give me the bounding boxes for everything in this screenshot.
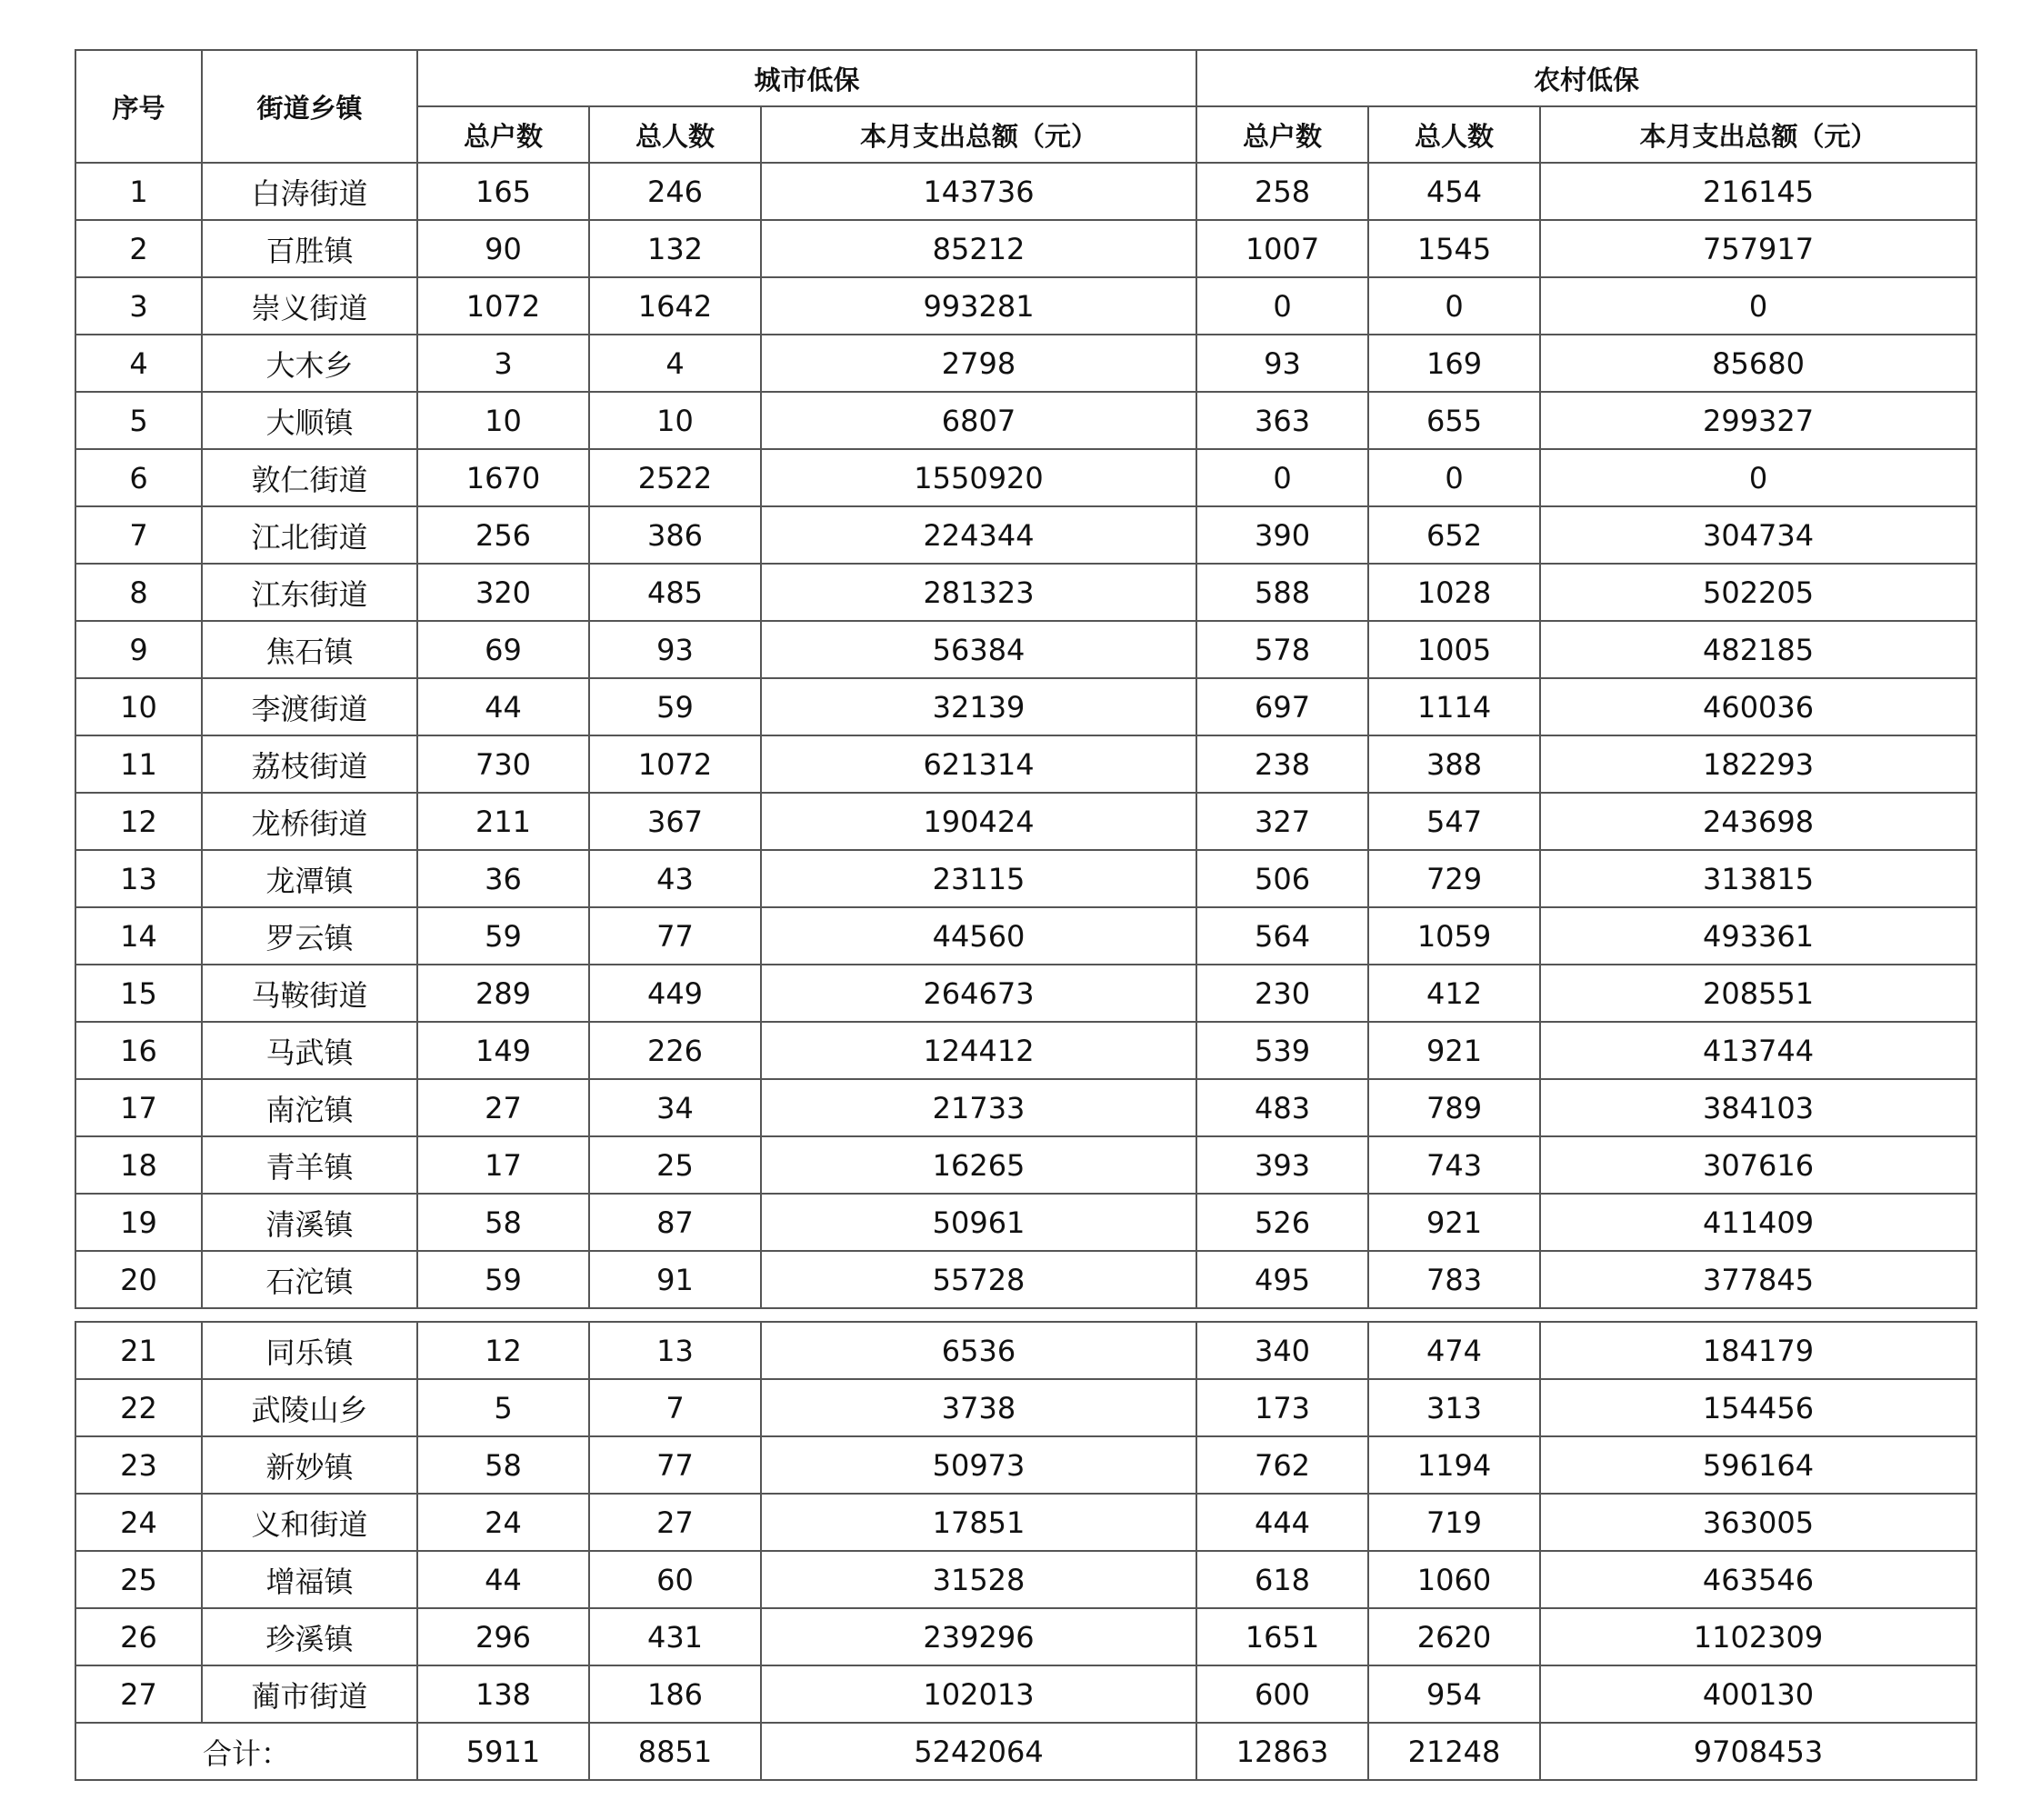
cell-district: 白涛街道 [202, 163, 417, 220]
cell-urban-households: 36 [417, 850, 589, 907]
cell-district: 珍溪镇 [202, 1608, 417, 1665]
cell-rural-households: 390 [1196, 506, 1368, 564]
table-row [75, 1251, 1976, 1308]
cell-urban-households: 90 [417, 220, 589, 277]
cell-rural-persons: 454 [1368, 163, 1540, 220]
cell-rural-amount: 182293 [1540, 735, 1976, 793]
cell-index: 23 [75, 1436, 202, 1494]
cell-index: 24 [75, 1494, 202, 1551]
cell-urban-persons: 246 [589, 163, 761, 220]
header-district: 街道乡镇 [202, 50, 417, 163]
cell-index: 5 [75, 392, 202, 449]
table-row [75, 335, 1976, 392]
cell-urban-persons: 10 [589, 392, 761, 449]
cell-rural-households: 340 [1196, 1322, 1368, 1379]
cell-urban-amount: 2798 [761, 335, 1196, 392]
cell-urban-amount: 23115 [761, 850, 1196, 907]
cell-district: 石沱镇 [202, 1251, 417, 1308]
cell-rural-amount: 243698 [1540, 793, 1976, 850]
cell-rural-households: 578 [1196, 621, 1368, 678]
table-row [75, 564, 1976, 621]
table-row [75, 907, 1976, 965]
cell-urban-persons: 485 [589, 564, 761, 621]
header-index: 序号 [75, 50, 202, 163]
cell-rural-amount: 493361 [1540, 907, 1976, 965]
cell-urban-amount: 264673 [761, 965, 1196, 1022]
table-row [75, 277, 1976, 335]
cell-urban-households: 296 [417, 1608, 589, 1665]
cell-district: 南沱镇 [202, 1079, 417, 1136]
cell-rural-households: 93 [1196, 335, 1368, 392]
cell-urban-amount: 239296 [761, 1608, 1196, 1665]
cell-district: 新妙镇 [202, 1436, 417, 1494]
cell-urban-households: 149 [417, 1022, 589, 1079]
cell-rural-households: 0 [1196, 277, 1368, 335]
cell-urban-households: 256 [417, 506, 589, 564]
total-row [75, 1723, 1976, 1780]
cell-index: 6 [75, 449, 202, 506]
cell-rural-persons: 1545 [1368, 220, 1540, 277]
cell-rural-households: 444 [1196, 1494, 1368, 1551]
table-row [75, 1022, 1976, 1079]
cell-district: 崇义街道 [202, 277, 417, 335]
header-urban: 城市低保 [417, 50, 1196, 106]
cell-urban-persons: 34 [589, 1079, 761, 1136]
subsistence-table-part-1 [75, 49, 1977, 1309]
cell-urban-households: 289 [417, 965, 589, 1022]
cell-district: 武陵山乡 [202, 1379, 417, 1436]
cell-district: 荔枝街道 [202, 735, 417, 793]
cell-rural-amount: 307616 [1540, 1136, 1976, 1194]
table-row [75, 1079, 1976, 1136]
cell-index: 11 [75, 735, 202, 793]
header-urban-households: 总户数 [417, 106, 589, 163]
cell-index: 19 [75, 1194, 202, 1251]
table-row [75, 1494, 1976, 1551]
header-row-1 [75, 50, 1976, 106]
cell-rural-amount: 208551 [1540, 965, 1976, 1022]
cell-rural-households: 1007 [1196, 220, 1368, 277]
cell-urban-persons: 4 [589, 335, 761, 392]
cell-urban-households: 17 [417, 1136, 589, 1194]
cell-urban-amount: 3738 [761, 1379, 1196, 1436]
table-row [75, 506, 1976, 564]
cell-rural-households: 327 [1196, 793, 1368, 850]
cell-index: 25 [75, 1551, 202, 1608]
table-row [75, 1194, 1976, 1251]
header-rural-amount: 本月支出总额（元） [1540, 106, 1976, 163]
cell-rural-households: 697 [1196, 678, 1368, 735]
cell-rural-persons: 1060 [1368, 1551, 1540, 1608]
cell-urban-households: 1670 [417, 449, 589, 506]
cell-rural-persons: 783 [1368, 1251, 1540, 1308]
cell-rural-amount: 384103 [1540, 1079, 1976, 1136]
cell-urban-amount: 50973 [761, 1436, 1196, 1494]
cell-rural-households: 762 [1196, 1436, 1368, 1494]
cell-urban-households: 59 [417, 907, 589, 965]
cell-urban-persons: 132 [589, 220, 761, 277]
cell-rural-households: 258 [1196, 163, 1368, 220]
cell-urban-amount: 21733 [761, 1079, 1196, 1136]
cell-rural-amount: 377845 [1540, 1251, 1976, 1308]
cell-urban-amount: 993281 [761, 277, 1196, 335]
cell-district: 蔺市街道 [202, 1665, 417, 1723]
cell-rural-persons: 1194 [1368, 1436, 1540, 1494]
table-row [75, 1608, 1976, 1665]
cell-index: 17 [75, 1079, 202, 1136]
cell-rural-amount: 85680 [1540, 335, 1976, 392]
cell-urban-amount: 44560 [761, 907, 1196, 965]
cell-rural-households: 0 [1196, 449, 1368, 506]
cell-rural-amount: 482185 [1540, 621, 1976, 678]
table-row [75, 1665, 1976, 1723]
cell-rural-persons: 474 [1368, 1322, 1540, 1379]
cell-urban-households: 44 [417, 1551, 589, 1608]
table-row [75, 220, 1976, 277]
cell-rural-amount: 313815 [1540, 850, 1976, 907]
table-row [75, 793, 1976, 850]
total-urban-persons: 8851 [589, 1723, 761, 1780]
table-row [75, 850, 1976, 907]
cell-index: 13 [75, 850, 202, 907]
cell-rural-persons: 547 [1368, 793, 1540, 850]
cell-rural-amount: 757917 [1540, 220, 1976, 277]
cell-rural-households: 173 [1196, 1379, 1368, 1436]
cell-rural-persons: 169 [1368, 335, 1540, 392]
cell-rural-households: 600 [1196, 1665, 1368, 1723]
cell-rural-persons: 388 [1368, 735, 1540, 793]
total-rural-persons: 21248 [1368, 1723, 1540, 1780]
cell-rural-persons: 954 [1368, 1665, 1540, 1723]
cell-urban-households: 730 [417, 735, 589, 793]
cell-district: 清溪镇 [202, 1194, 417, 1251]
cell-urban-households: 1072 [417, 277, 589, 335]
cell-urban-persons: 1072 [589, 735, 761, 793]
cell-rural-persons: 1005 [1368, 621, 1540, 678]
cell-index: 15 [75, 965, 202, 1022]
cell-urban-persons: 93 [589, 621, 761, 678]
cell-urban-households: 24 [417, 1494, 589, 1551]
table-row [75, 621, 1976, 678]
cell-rural-households: 588 [1196, 564, 1368, 621]
cell-district: 增福镇 [202, 1551, 417, 1608]
cell-index: 10 [75, 678, 202, 735]
cell-index: 4 [75, 335, 202, 392]
cell-urban-households: 3 [417, 335, 589, 392]
cell-index: 21 [75, 1322, 202, 1379]
subsistence-table-part-2 [75, 1321, 1977, 1781]
cell-rural-amount: 400130 [1540, 1665, 1976, 1723]
total-rural-households: 12863 [1196, 1723, 1368, 1780]
cell-district: 罗云镇 [202, 907, 417, 965]
table-row [75, 1136, 1976, 1194]
table-row [75, 1322, 1976, 1379]
cell-rural-households: 1651 [1196, 1608, 1368, 1665]
cell-district: 龙桥街道 [202, 793, 417, 850]
cell-rural-persons: 313 [1368, 1379, 1540, 1436]
cell-rural-households: 539 [1196, 1022, 1368, 1079]
table-row [75, 678, 1976, 735]
cell-urban-amount: 1550920 [761, 449, 1196, 506]
cell-urban-persons: 77 [589, 907, 761, 965]
cell-urban-amount: 143736 [761, 163, 1196, 220]
cell-urban-persons: 367 [589, 793, 761, 850]
cell-urban-persons: 27 [589, 1494, 761, 1551]
cell-rural-households: 564 [1196, 907, 1368, 965]
cell-index: 12 [75, 793, 202, 850]
cell-urban-amount: 621314 [761, 735, 1196, 793]
cell-district: 李渡街道 [202, 678, 417, 735]
cell-index: 8 [75, 564, 202, 621]
cell-rural-amount: 502205 [1540, 564, 1976, 621]
total-rural-amount: 9708453 [1540, 1723, 1976, 1780]
cell-index: 1 [75, 163, 202, 220]
cell-index: 18 [75, 1136, 202, 1194]
cell-urban-persons: 431 [589, 1608, 761, 1665]
cell-rural-persons: 0 [1368, 277, 1540, 335]
cell-urban-households: 58 [417, 1194, 589, 1251]
cell-district: 敦仁街道 [202, 449, 417, 506]
cell-rural-amount: 363005 [1540, 1494, 1976, 1551]
cell-index: 7 [75, 506, 202, 564]
cell-rural-persons: 729 [1368, 850, 1540, 907]
cell-urban-amount: 17851 [761, 1494, 1196, 1551]
cell-urban-persons: 2522 [589, 449, 761, 506]
header-rural-households: 总户数 [1196, 106, 1368, 163]
cell-rural-amount: 1102309 [1540, 1608, 1976, 1665]
cell-rural-amount: 460036 [1540, 678, 1976, 735]
total-label: 合计： [75, 1723, 417, 1780]
cell-index: 2 [75, 220, 202, 277]
cell-urban-amount: 224344 [761, 506, 1196, 564]
cell-rural-persons: 412 [1368, 965, 1540, 1022]
cell-rural-households: 230 [1196, 965, 1368, 1022]
cell-index: 3 [75, 277, 202, 335]
cell-urban-persons: 386 [589, 506, 761, 564]
cell-rural-amount: 463546 [1540, 1551, 1976, 1608]
cell-rural-amount: 0 [1540, 449, 1976, 506]
cell-index: 22 [75, 1379, 202, 1436]
cell-urban-persons: 25 [589, 1136, 761, 1194]
cell-urban-amount: 6536 [761, 1322, 1196, 1379]
cell-rural-households: 393 [1196, 1136, 1368, 1194]
cell-urban-amount: 281323 [761, 564, 1196, 621]
cell-urban-households: 44 [417, 678, 589, 735]
cell-rural-persons: 789 [1368, 1079, 1540, 1136]
cell-urban-amount: 124412 [761, 1022, 1196, 1079]
table-row [75, 965, 1976, 1022]
header-rural-persons: 总人数 [1368, 106, 1540, 163]
cell-index: 14 [75, 907, 202, 965]
table-row [75, 1551, 1976, 1608]
cell-district: 江北街道 [202, 506, 417, 564]
header-rural: 农村低保 [1196, 50, 1976, 106]
cell-urban-households: 27 [417, 1079, 589, 1136]
cell-rural-households: 483 [1196, 1079, 1368, 1136]
cell-urban-persons: 186 [589, 1665, 761, 1723]
cell-urban-amount: 32139 [761, 678, 1196, 735]
cell-rural-amount: 216145 [1540, 163, 1976, 220]
cell-urban-households: 58 [417, 1436, 589, 1494]
cell-urban-households: 211 [417, 793, 589, 850]
cell-rural-amount: 596164 [1540, 1436, 1976, 1494]
total-urban-households: 5911 [417, 1723, 589, 1780]
cell-urban-persons: 59 [589, 678, 761, 735]
cell-rural-persons: 921 [1368, 1022, 1540, 1079]
cell-index: 9 [75, 621, 202, 678]
total-urban-amount: 5242064 [761, 1723, 1196, 1780]
cell-rural-amount: 304734 [1540, 506, 1976, 564]
cell-district: 义和街道 [202, 1494, 417, 1551]
cell-rural-persons: 1114 [1368, 678, 1540, 735]
cell-urban-amount: 6807 [761, 392, 1196, 449]
cell-urban-persons: 91 [589, 1251, 761, 1308]
cell-rural-households: 363 [1196, 392, 1368, 449]
cell-rural-persons: 1028 [1368, 564, 1540, 621]
cell-index: 16 [75, 1022, 202, 1079]
cell-district: 大木乡 [202, 335, 417, 392]
cell-district: 马武镇 [202, 1022, 417, 1079]
cell-district: 青羊镇 [202, 1136, 417, 1194]
cell-rural-persons: 655 [1368, 392, 1540, 449]
cell-index: 20 [75, 1251, 202, 1308]
cell-rural-persons: 743 [1368, 1136, 1540, 1194]
cell-urban-persons: 43 [589, 850, 761, 907]
cell-urban-households: 12 [417, 1322, 589, 1379]
cell-rural-households: 238 [1196, 735, 1368, 793]
cell-urban-persons: 87 [589, 1194, 761, 1251]
cell-rural-persons: 2620 [1368, 1608, 1540, 1665]
table-row [75, 1436, 1976, 1494]
cell-district: 焦石镇 [202, 621, 417, 678]
table-row [75, 1379, 1976, 1436]
cell-rural-persons: 652 [1368, 506, 1540, 564]
cell-rural-amount: 413744 [1540, 1022, 1976, 1079]
cell-rural-persons: 921 [1368, 1194, 1540, 1251]
cell-urban-households: 10 [417, 392, 589, 449]
cell-rural-persons: 719 [1368, 1494, 1540, 1551]
cell-district: 龙潭镇 [202, 850, 417, 907]
cell-urban-households: 69 [417, 621, 589, 678]
cell-urban-amount: 190424 [761, 793, 1196, 850]
cell-urban-amount: 55728 [761, 1251, 1196, 1308]
cell-rural-amount: 154456 [1540, 1379, 1976, 1436]
cell-urban-amount: 50961 [761, 1194, 1196, 1251]
cell-urban-persons: 449 [589, 965, 761, 1022]
cell-urban-persons: 226 [589, 1022, 761, 1079]
cell-urban-persons: 7 [589, 1379, 761, 1436]
cell-index: 27 [75, 1665, 202, 1723]
cell-urban-households: 59 [417, 1251, 589, 1308]
header-urban-amount: 本月支出总额（元） [761, 106, 1196, 163]
cell-rural-persons: 1059 [1368, 907, 1540, 965]
cell-urban-persons: 1642 [589, 277, 761, 335]
cell-district: 马鞍街道 [202, 965, 417, 1022]
cell-urban-households: 138 [417, 1665, 589, 1723]
cell-rural-amount: 0 [1540, 277, 1976, 335]
cell-urban-persons: 77 [589, 1436, 761, 1494]
cell-index: 26 [75, 1608, 202, 1665]
table-row [75, 392, 1976, 449]
cell-urban-persons: 60 [589, 1551, 761, 1608]
cell-rural-amount: 411409 [1540, 1194, 1976, 1251]
cell-urban-amount: 56384 [761, 621, 1196, 678]
cell-rural-persons: 0 [1368, 449, 1540, 506]
cell-urban-households: 320 [417, 564, 589, 621]
cell-rural-amount: 184179 [1540, 1322, 1976, 1379]
cell-district: 同乐镇 [202, 1322, 417, 1379]
cell-urban-amount: 31528 [761, 1551, 1196, 1608]
table-row [75, 449, 1976, 506]
table-row [75, 163, 1976, 220]
cell-rural-households: 506 [1196, 850, 1368, 907]
header-urban-persons: 总人数 [589, 106, 761, 163]
cell-district: 百胜镇 [202, 220, 417, 277]
cell-rural-amount: 299327 [1540, 392, 1976, 449]
cell-urban-amount: 16265 [761, 1136, 1196, 1194]
cell-urban-amount: 85212 [761, 220, 1196, 277]
cell-urban-amount: 102013 [761, 1665, 1196, 1723]
cell-urban-households: 165 [417, 163, 589, 220]
cell-urban-households: 5 [417, 1379, 589, 1436]
cell-rural-households: 618 [1196, 1551, 1368, 1608]
cell-rural-households: 526 [1196, 1194, 1368, 1251]
cell-district: 大顺镇 [202, 392, 417, 449]
table-row [75, 735, 1976, 793]
cell-district: 江东街道 [202, 564, 417, 621]
cell-rural-households: 495 [1196, 1251, 1368, 1308]
cell-urban-persons: 13 [589, 1322, 761, 1379]
